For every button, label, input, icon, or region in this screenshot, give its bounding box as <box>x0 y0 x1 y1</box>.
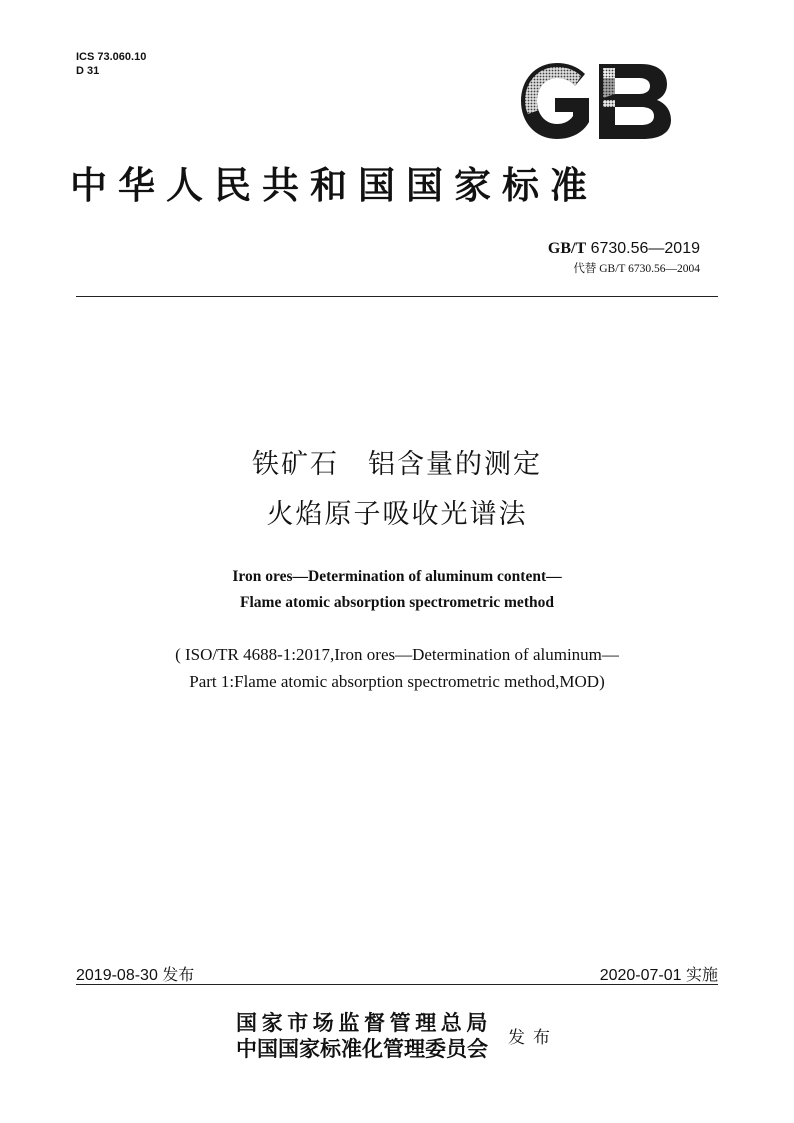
iso-reference-line-1: ( ISO/TR 4688-1:2017,Iron ores—Determination of aluminum— <box>175 645 619 664</box>
gb-logo-icon <box>515 60 675 142</box>
national-standard-title: 中华人民共和国国家标准 <box>70 163 598 207</box>
issuer-sac: 中国国家标准化管理委员会 <box>236 1036 488 1061</box>
top-divider <box>76 296 718 297</box>
standard-prefix: GB/T <box>547 240 587 257</box>
en-title-line-1: Iron ores—Determination of aluminum content— <box>232 568 562 585</box>
standard-number <box>548 240 700 258</box>
classification-codes <box>76 50 146 78</box>
standard-code: 6730.56—2019 <box>590 240 700 257</box>
bottom-divider <box>76 984 718 985</box>
issue-date: 2019-08-30 发布 <box>76 967 195 984</box>
issuer-samr: 国家市场监督管理总局 <box>236 1010 492 1035</box>
en-title-line-2: Flame atomic absorption spectrometric method <box>240 594 554 611</box>
ics-code: ICS 73.060.10 <box>76 51 147 63</box>
cn-title-line-1: 铁矿石 铝含量的测定 <box>252 449 542 480</box>
effective-date: 2020-07-01 实施 <box>599 967 718 984</box>
publish-label: 发布 <box>508 1028 558 1048</box>
cn-title-line-2: 火焰原子吸收光谱法 <box>266 499 528 530</box>
iso-reference-line-2: Part 1:Flame atomic absorption spectrometric method,MOD) <box>189 672 605 691</box>
replaces-standard: 代替 GB/T 6730.56—2004 <box>573 263 700 275</box>
ccs-code: D 31 <box>76 65 100 77</box>
